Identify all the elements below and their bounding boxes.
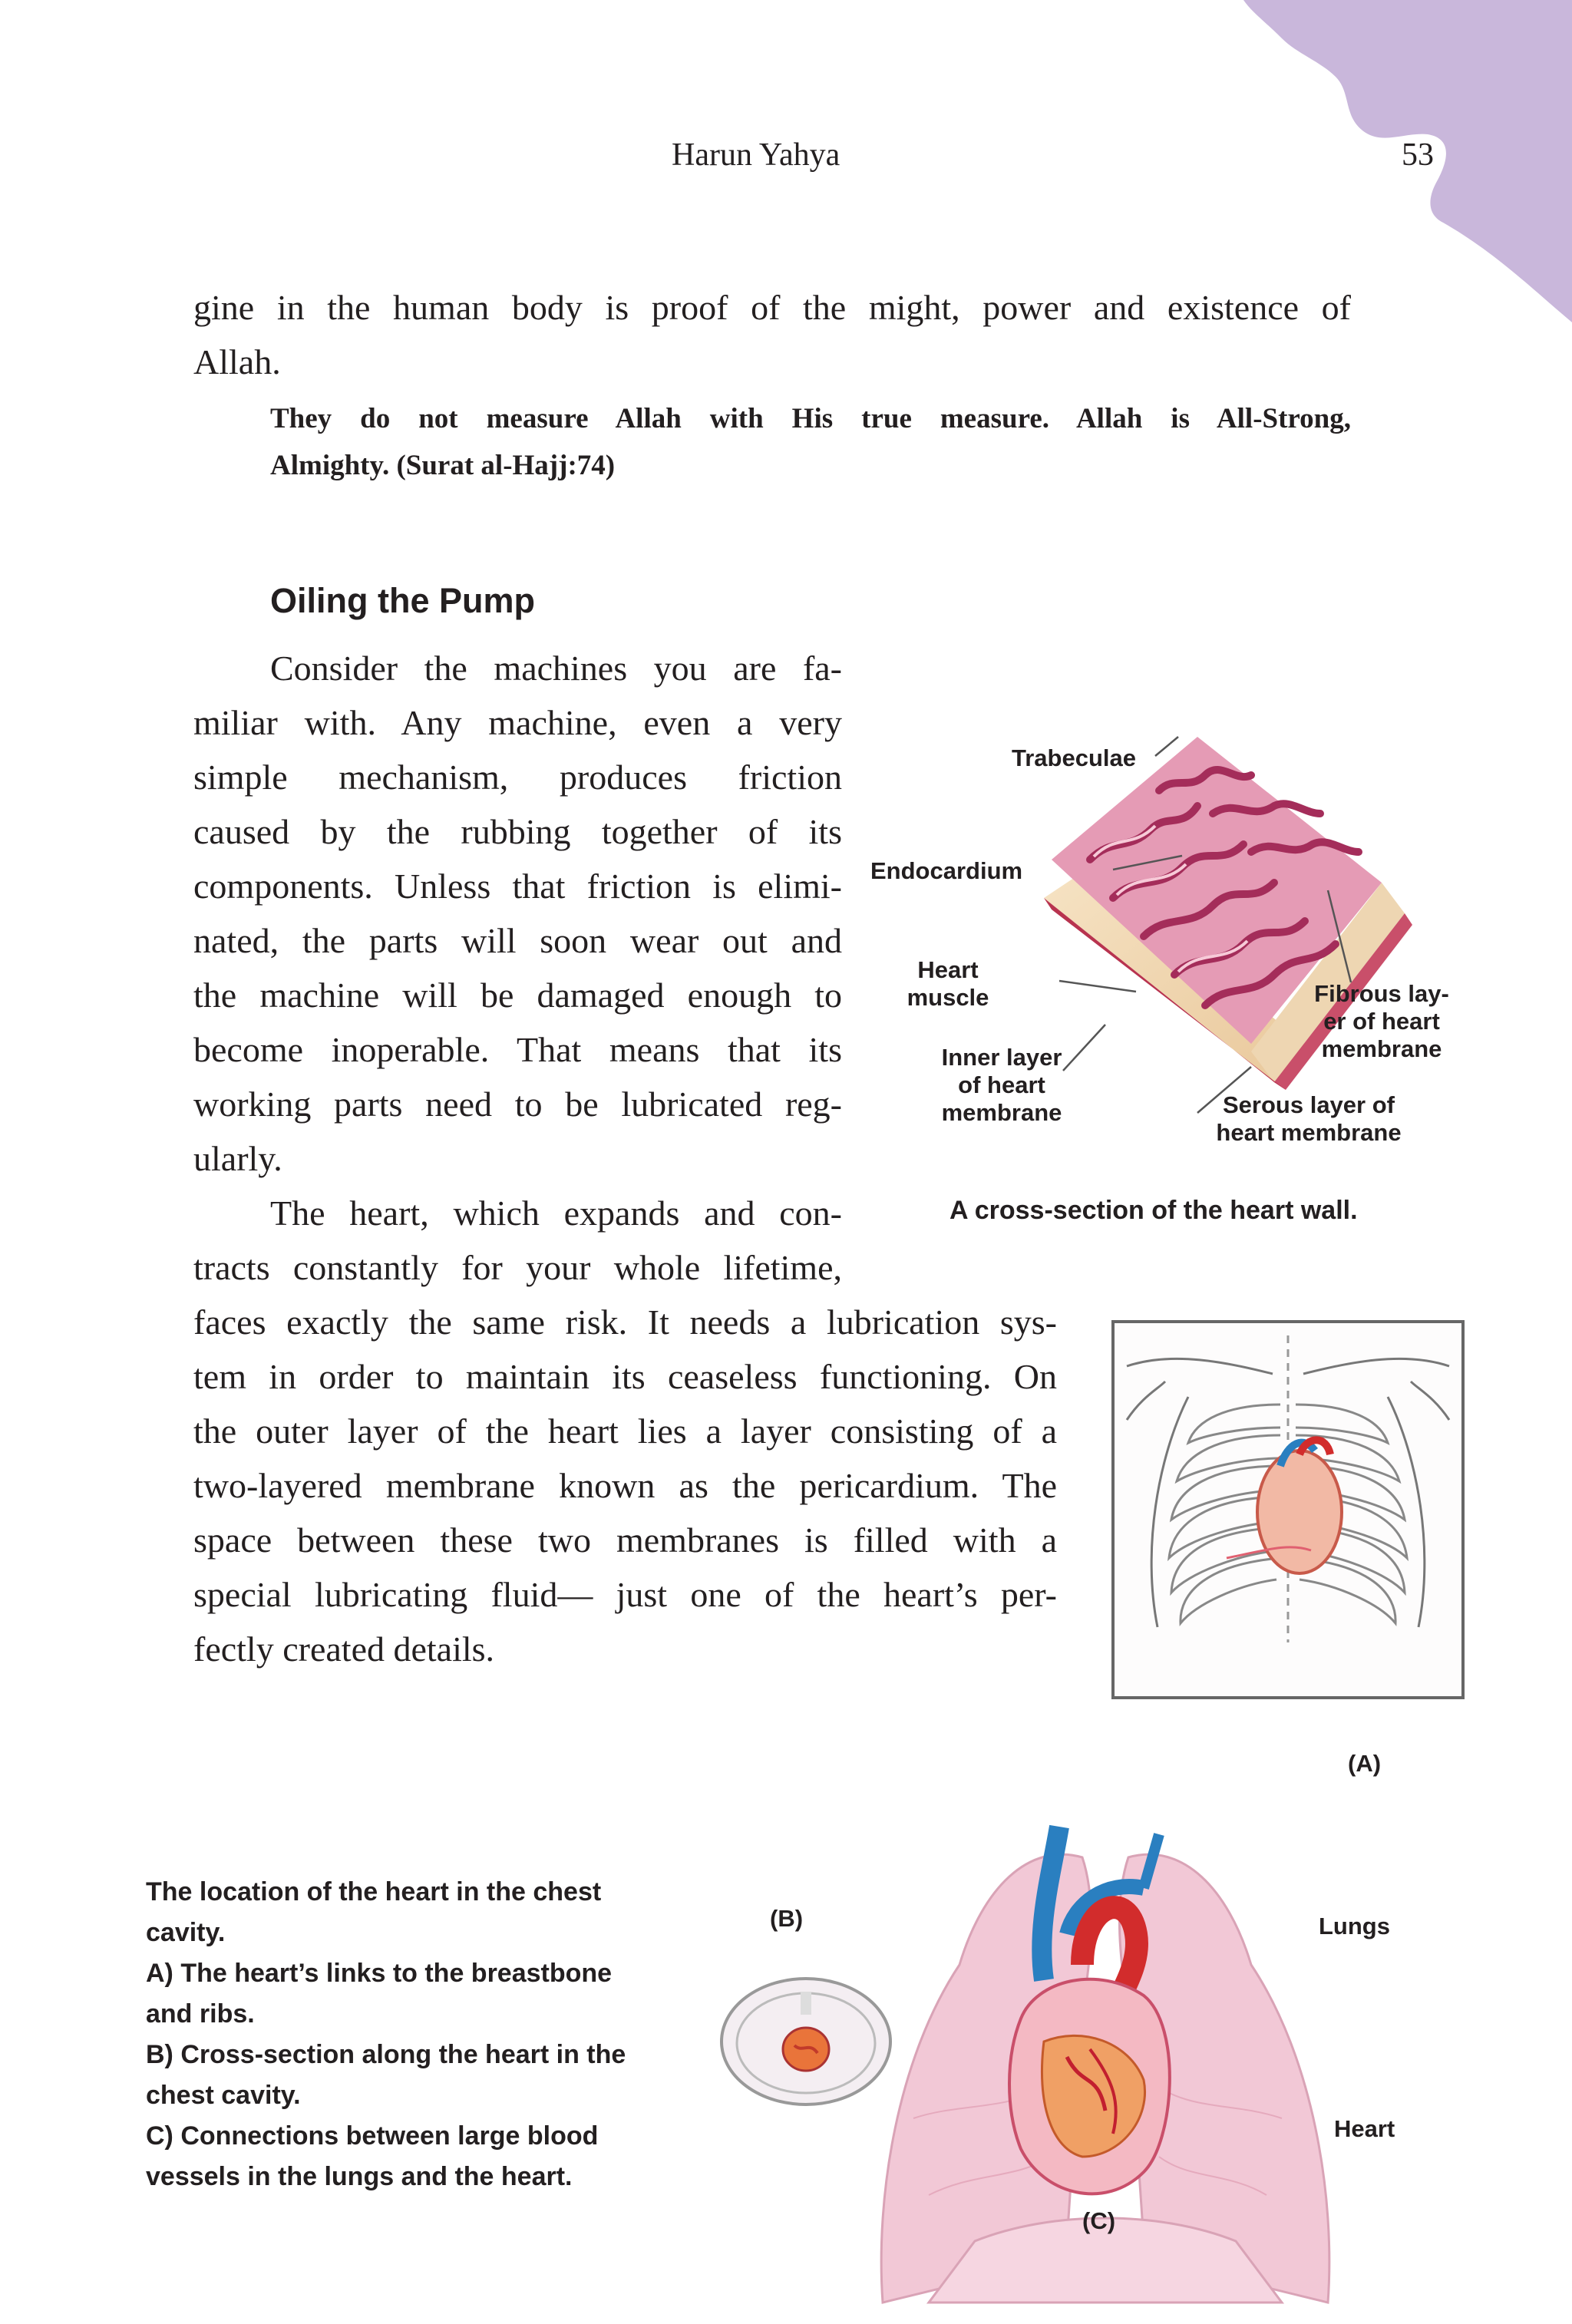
- page-number: 53: [1402, 137, 1434, 173]
- text-line: caused by the rubbing together of its: [193, 812, 842, 851]
- label-inner-layer: [921, 1044, 1082, 1127]
- caption-line: vessels in the lungs and the heart.: [146, 2162, 573, 2191]
- label-endocardium: Endocardium: [870, 857, 1023, 884]
- text-line: nated, the parts will soon wear out and: [193, 921, 842, 960]
- text-line: become inoperable. That means that its: [193, 1030, 842, 1069]
- text-line: The heart, which expands and con-: [270, 1193, 842, 1233]
- caption-line: and ribs.: [146, 1999, 255, 2029]
- label-line: muscle: [907, 984, 989, 1011]
- label-line: membrane: [1321, 1035, 1442, 1062]
- label-trabeculae: Trabeculae: [1012, 744, 1136, 771]
- caption-line: The location of the heart in the chest: [146, 1877, 602, 1906]
- label-line: Fibrous lay-: [1314, 980, 1449, 1007]
- label-line: Inner layer: [941, 1044, 1062, 1071]
- text-line: the outer layer of the heart lies a layer consisting of a: [193, 1411, 1057, 1451]
- label-line: er of heart: [1323, 1008, 1440, 1035]
- label-line: Heart: [917, 956, 979, 983]
- text-line: space between these two membranes is filled with a: [193, 1520, 1057, 1560]
- label-line: Serous layer of: [1223, 1091, 1395, 1118]
- intro-line: Allah.: [193, 342, 281, 381]
- text-line: tem in order to maintain its ceaseless functioning. On: [193, 1357, 1057, 1396]
- label-heart-muscle: [883, 956, 1013, 1012]
- ribcage-illustration: [1111, 1320, 1465, 1699]
- label-heart: Heart: [1334, 2115, 1395, 2142]
- label-fibrous-layer: [1305, 980, 1458, 1063]
- text-line: special lubricating fluid— just one of the heart’s per-: [193, 1575, 1057, 1614]
- label-serous-layer: [1190, 1091, 1428, 1147]
- caption-line: B) Cross-section along the heart in the: [146, 2040, 626, 2069]
- text-line: two-layered membrane known as the pericardium. The: [193, 1466, 1057, 1505]
- caption-line: cavity.: [146, 1918, 226, 1947]
- label-a: (A): [1348, 1750, 1382, 1777]
- text-line: working parts need to be lubricated reg-: [193, 1084, 842, 1124]
- paragraph-1: [193, 641, 842, 1295]
- text-line: miliar with. Any machine, even a very: [193, 703, 842, 742]
- paragraph-2: [193, 1295, 1057, 1676]
- caption-line: chest cavity.: [146, 2081, 301, 2110]
- label-c: (C): [1082, 2207, 1116, 2234]
- quote-line: Almighty. (Surat al-Hajj:74): [270, 450, 616, 481]
- text-line: simple mechanism, produces friction: [193, 758, 842, 797]
- section-heading: Oiling the Pump: [270, 581, 535, 620]
- text-line: Consider the machines you are fa-: [270, 649, 842, 688]
- label-line: of heart: [958, 1071, 1045, 1098]
- text-line: ularly.: [193, 1139, 282, 1178]
- label-lungs: Lungs: [1319, 1913, 1390, 1939]
- lungs-heart-illustration: [852, 1811, 1359, 2310]
- text-line: fectly created details.: [193, 1629, 495, 1669]
- caption-line: C) Connections between large blood: [146, 2121, 599, 2151]
- label-line: membrane: [941, 1099, 1062, 1126]
- text-line: faces exactly the same risk. It needs a lubrication sys-: [193, 1302, 1057, 1342]
- text-line: components. Unless that friction is elimi-: [193, 867, 842, 906]
- running-head: Harun Yahya: [672, 137, 840, 173]
- text-line: the machine will be damaged enough to: [193, 975, 842, 1015]
- intro-line: gine in the human body is proof of the might, power and existence of: [193, 288, 1351, 327]
- heart-wall-caption: A cross-section of the heart wall.: [949, 1196, 1358, 1225]
- label-line: heart membrane: [1216, 1119, 1402, 1146]
- label-b: (B): [770, 1905, 804, 1932]
- caption-line: A) The heart’s links to the breastbone: [146, 1959, 613, 1988]
- chest-caption: [146, 1872, 698, 2197]
- quote-line: They do not measure Allah with His true measure. Allah is All-Strong,: [270, 403, 1351, 434]
- text-line: tracts constantly for your whole lifetime,: [193, 1248, 842, 1287]
